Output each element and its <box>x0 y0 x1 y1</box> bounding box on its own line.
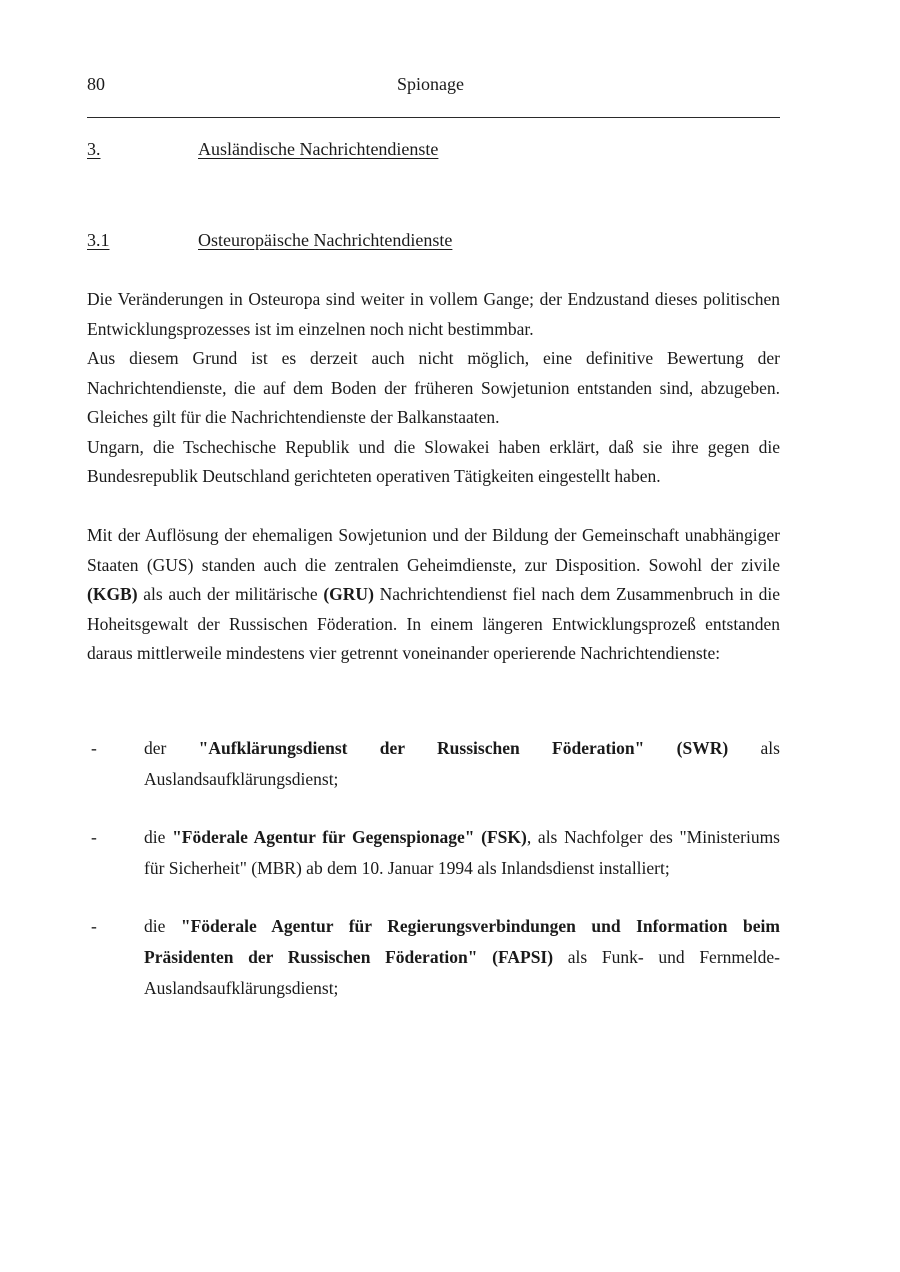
paragraph-dissolution-part-1: Mit der Auflösung der ehemaligen Sowjetunion und der Bildung der Gemeinschaft unabhängiger Staaten (GUS) standen auch die zentralen Geheimdienste, zur Disposition. Sowohl der zivile <box>87 525 780 575</box>
agency-name-fapsi: "Föderale Agentur für Regierungsverbindungen und Information beim Präsidenten der Russischen Föderation" (FAPSI) <box>144 916 780 967</box>
header-rule <box>87 117 780 118</box>
agency-name-fsk: "Föderale Agentur für Gegenspionage" (FSK) <box>172 827 527 847</box>
list-dash: - <box>91 738 97 758</box>
subsection-title: Osteuropäische Nachrichtendienste <box>198 230 453 250</box>
list-item-post: , als Nachfolger des "Ministeriums für Sicherheit" (MBR) ab dem 10. Januar 1994 als Inlandsdienst installiert; <box>144 827 780 878</box>
paragraph-dissolution-part-3: Nachrichtendienst fiel nach dem Zusammenbruch in die Hoheitsgewalt der Russischen Föderation. In einem längeren Entwicklungsprozeß entstanden daraus mittlerweile mindestens vier getrennt voneinander operierende Nachrichtendienste: <box>87 584 780 663</box>
list-item-pre: der <box>144 738 199 758</box>
section-number: 3. <box>87 139 101 159</box>
paragraph-dissolution <box>87 521 780 669</box>
list-item-pre: die <box>144 916 181 936</box>
list-dash: - <box>91 827 97 847</box>
kgb-label: (KGB) <box>87 584 138 604</box>
list-item-text-fapsi <box>144 911 780 1004</box>
page-header <box>87 74 780 104</box>
running-title: Spionage <box>397 74 464 94</box>
gru-label: (GRU) <box>323 584 374 604</box>
subsection-number: 3.1 <box>87 230 110 250</box>
paragraph-intro <box>87 285 780 492</box>
paragraph-intro-sentence-1: Die Veränderungen in Osteuropa sind weiter in vollem Gange; der Endzustand dieses politischen Entwicklungsprozesses ist im einzelnen noch nicht bestimmbar. <box>87 289 780 339</box>
list-item-text-fsk <box>144 822 780 884</box>
list-item-pre: die <box>144 827 173 847</box>
list-item-post: als Auslandsaufklärungsdienst; <box>144 738 780 789</box>
list-dash: - <box>91 916 97 936</box>
paragraph-dissolution-part-2: als auch der militärische <box>137 584 324 604</box>
list-item-post: als Funk- und Fernmelde-Auslandsaufklärungsdienst; <box>144 947 780 998</box>
page-number: 80 <box>87 74 105 94</box>
paragraph-intro-sentence-2: Aus diesem Grund ist es derzeit auch nicht möglich, eine definitive Bewertung der Nachrichtendienste, die auf dem Boden der früheren Sowjetunion entstanden sind, abzugeben. Gleiches gilt für die Nachrichtendienste der Balkanstaaten. <box>87 348 780 427</box>
agency-name-swr: "Aufklärungsdienst der Russischen Föderation" (SWR) <box>198 738 729 758</box>
section-title: Ausländische Nachrichtendienste <box>198 139 439 159</box>
paragraph-intro-sentence-3: Ungarn, die Tschechische Republik und die Slowakei haben erklärt, daß sie ihre gegen die Bundesrepublik Deutschland gerichteten operativen Tätigkeiten eingestellt haben. <box>87 436 780 486</box>
list-item-text-swr <box>144 733 780 795</box>
